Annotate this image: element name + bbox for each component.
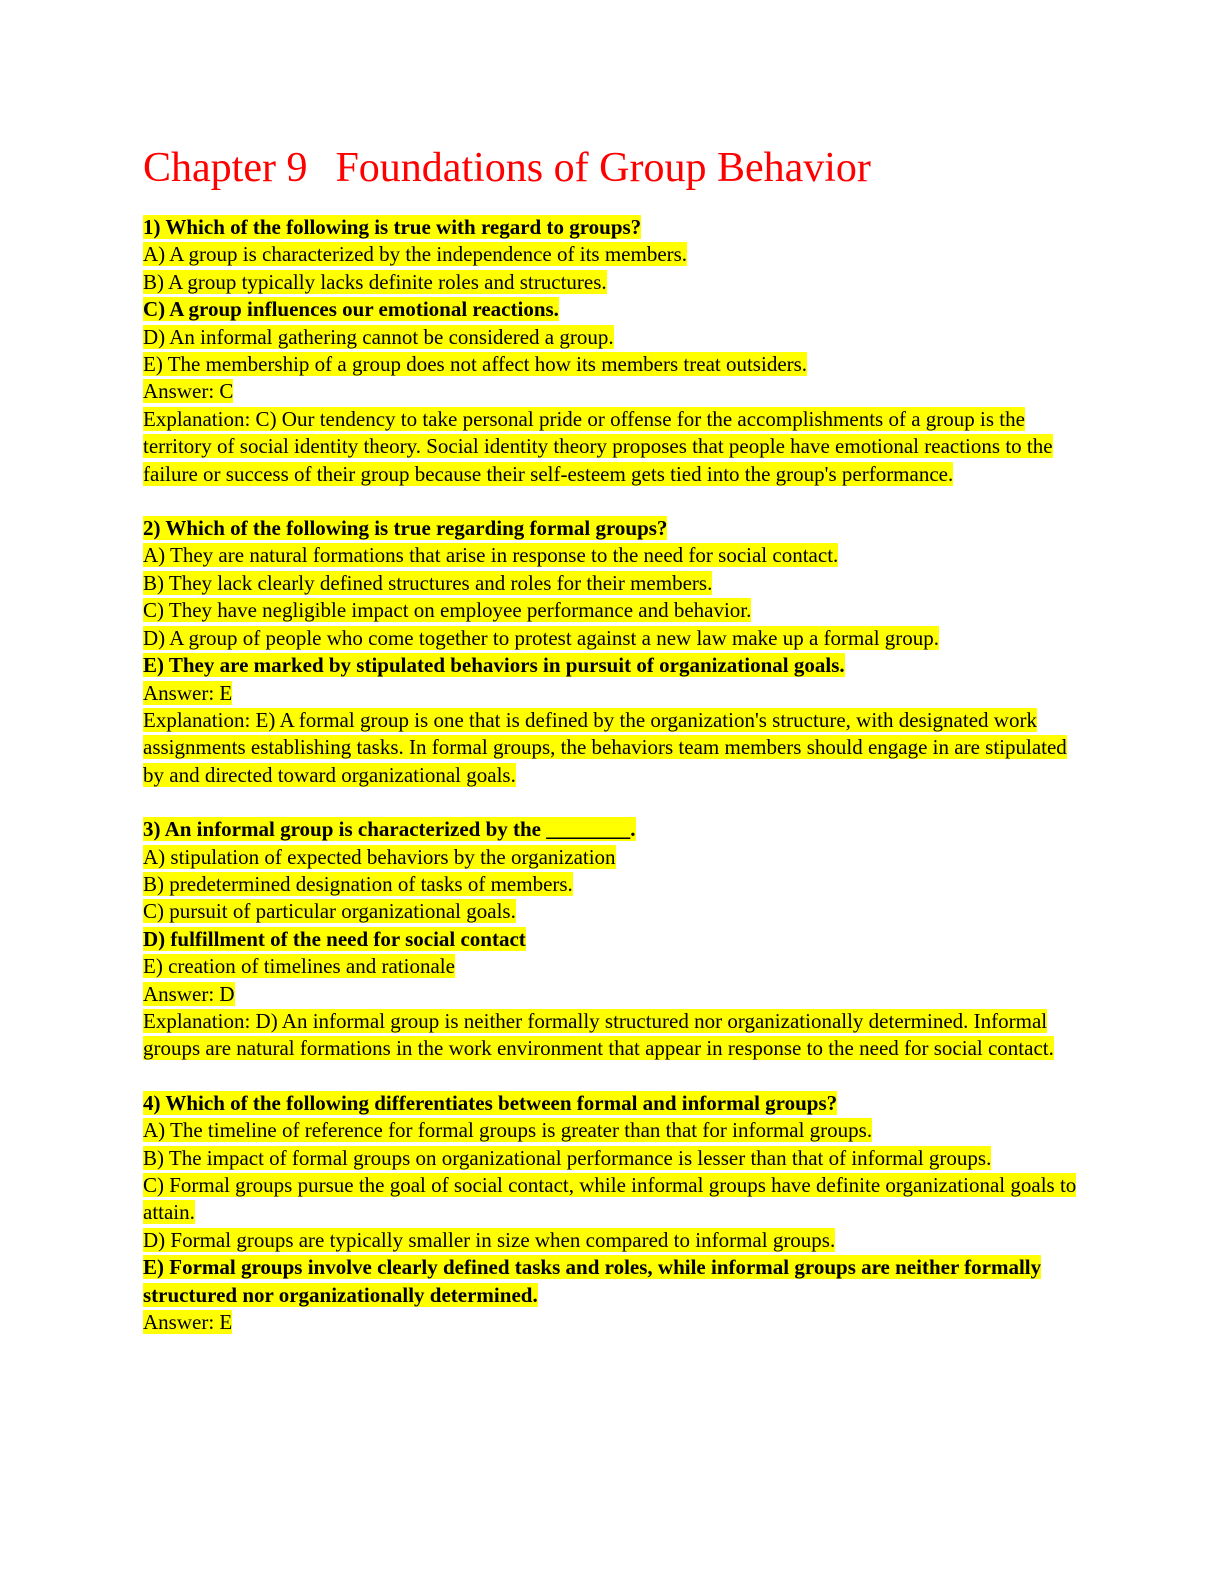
question-3 [143,816,1083,1063]
question-3-stem: 3) An informal group is characterized by the ________. [143,817,636,842]
question-4-option-c: C) Formal groups pursue the goal of social contact, while informal groups have definite organizational goals to attain. [143,1173,1077,1225]
question-3-option-d-correct: D) fulfillment of the need for social contact [143,926,526,951]
question-4-option-e-correct: E) Formal groups involve clearly defined tasks and roles, while informal groups are neither formally structured nor organizationally determined. [143,1255,1042,1307]
question-1-option-a: A) A group is characterized by the independence of its members. [143,242,688,267]
question-1-answer: Answer: C [143,379,234,404]
chapter-number: Chapter 9 [143,145,308,191]
question-3-option-a: A) stipulation of expected behaviors by the organization [143,844,616,869]
question-2-option-d: D) A group of people who come together to protest against a new law make up a formal group. [143,625,940,650]
question-2-option-e-correct: E) They are marked by stipulated behaviors in pursuit of organizational goals. [143,653,845,678]
question-1-option-d: D) An informal gathering cannot be considered a group. [143,324,614,349]
question-4 [143,1090,1083,1337]
question-4-option-d: D) Formal groups are typically smaller in size when compared to informal groups. [143,1227,836,1252]
question-1-option-c-correct: C) A group influences our emotional reactions. [143,297,559,322]
question-2-option-a: A) They are natural formations that arise in response to the need for social contact. [143,543,839,568]
question-2-stem: 2) Which of the following is true regarding formal groups? [143,516,668,541]
question-2-explanation: Explanation: E) A formal group is one that is defined by the organization's structure, with designated work assignments establishing tasks. In formal groups, the behaviors team members should engage in are stipulated by and directed toward organizational goals. [143,707,1067,787]
question-2-answer: Answer: E [143,680,233,705]
question-2 [143,515,1083,789]
document-page [143,140,1083,1336]
question-3-explanation: Explanation: D) An informal group is neither formally structured nor organizationally determined. Informal groups are natural formations in the work environment that appear in response to the need for social contact. [143,1008,1054,1061]
question-2-option-b: B) They lack clearly defined structures and roles for their members. [143,570,713,595]
chapter-name: Foundations of Group Behavior [335,145,871,191]
question-4-option-b: B) The impact of formal groups on organizational performance is lesser than that of informal groups. [143,1145,992,1170]
question-1-explanation: Explanation: C) Our tendency to take personal pride or offense for the accomplishments of a group is the territory of social identity theory. Social identity theory proposes that people have emotional reactions to the failure or success of their group because their self-esteem gets tied into the group's performance. [143,406,1053,486]
question-4-answer: Answer: E [143,1310,233,1335]
question-4-stem: 4) Which of the following differentiates between formal and informal groups? [143,1090,838,1115]
question-3-option-b: B) predetermined designation of tasks of members. [143,871,573,896]
question-3-option-e: E) creation of timelines and rationale [143,954,455,979]
question-4-option-a: A) The timeline of reference for formal groups is greater than that for informal groups. [143,1118,873,1143]
question-1-option-b: B) A group typically lacks definite roles and structures. [143,269,607,294]
question-1-stem: 1) Which of the following is true with regard to groups? [143,215,642,239]
question-1-option-e: E) The membership of a group does not affect how its members treat outsiders. [143,352,808,377]
question-3-answer: Answer: D [143,981,235,1006]
question-3-option-c: C) pursuit of particular organizational goals. [143,899,516,924]
question-2-option-c: C) They have negligible impact on employee performance and behavior. [143,598,752,623]
chapter-title [143,140,1083,196]
question-1 [143,214,1083,488]
